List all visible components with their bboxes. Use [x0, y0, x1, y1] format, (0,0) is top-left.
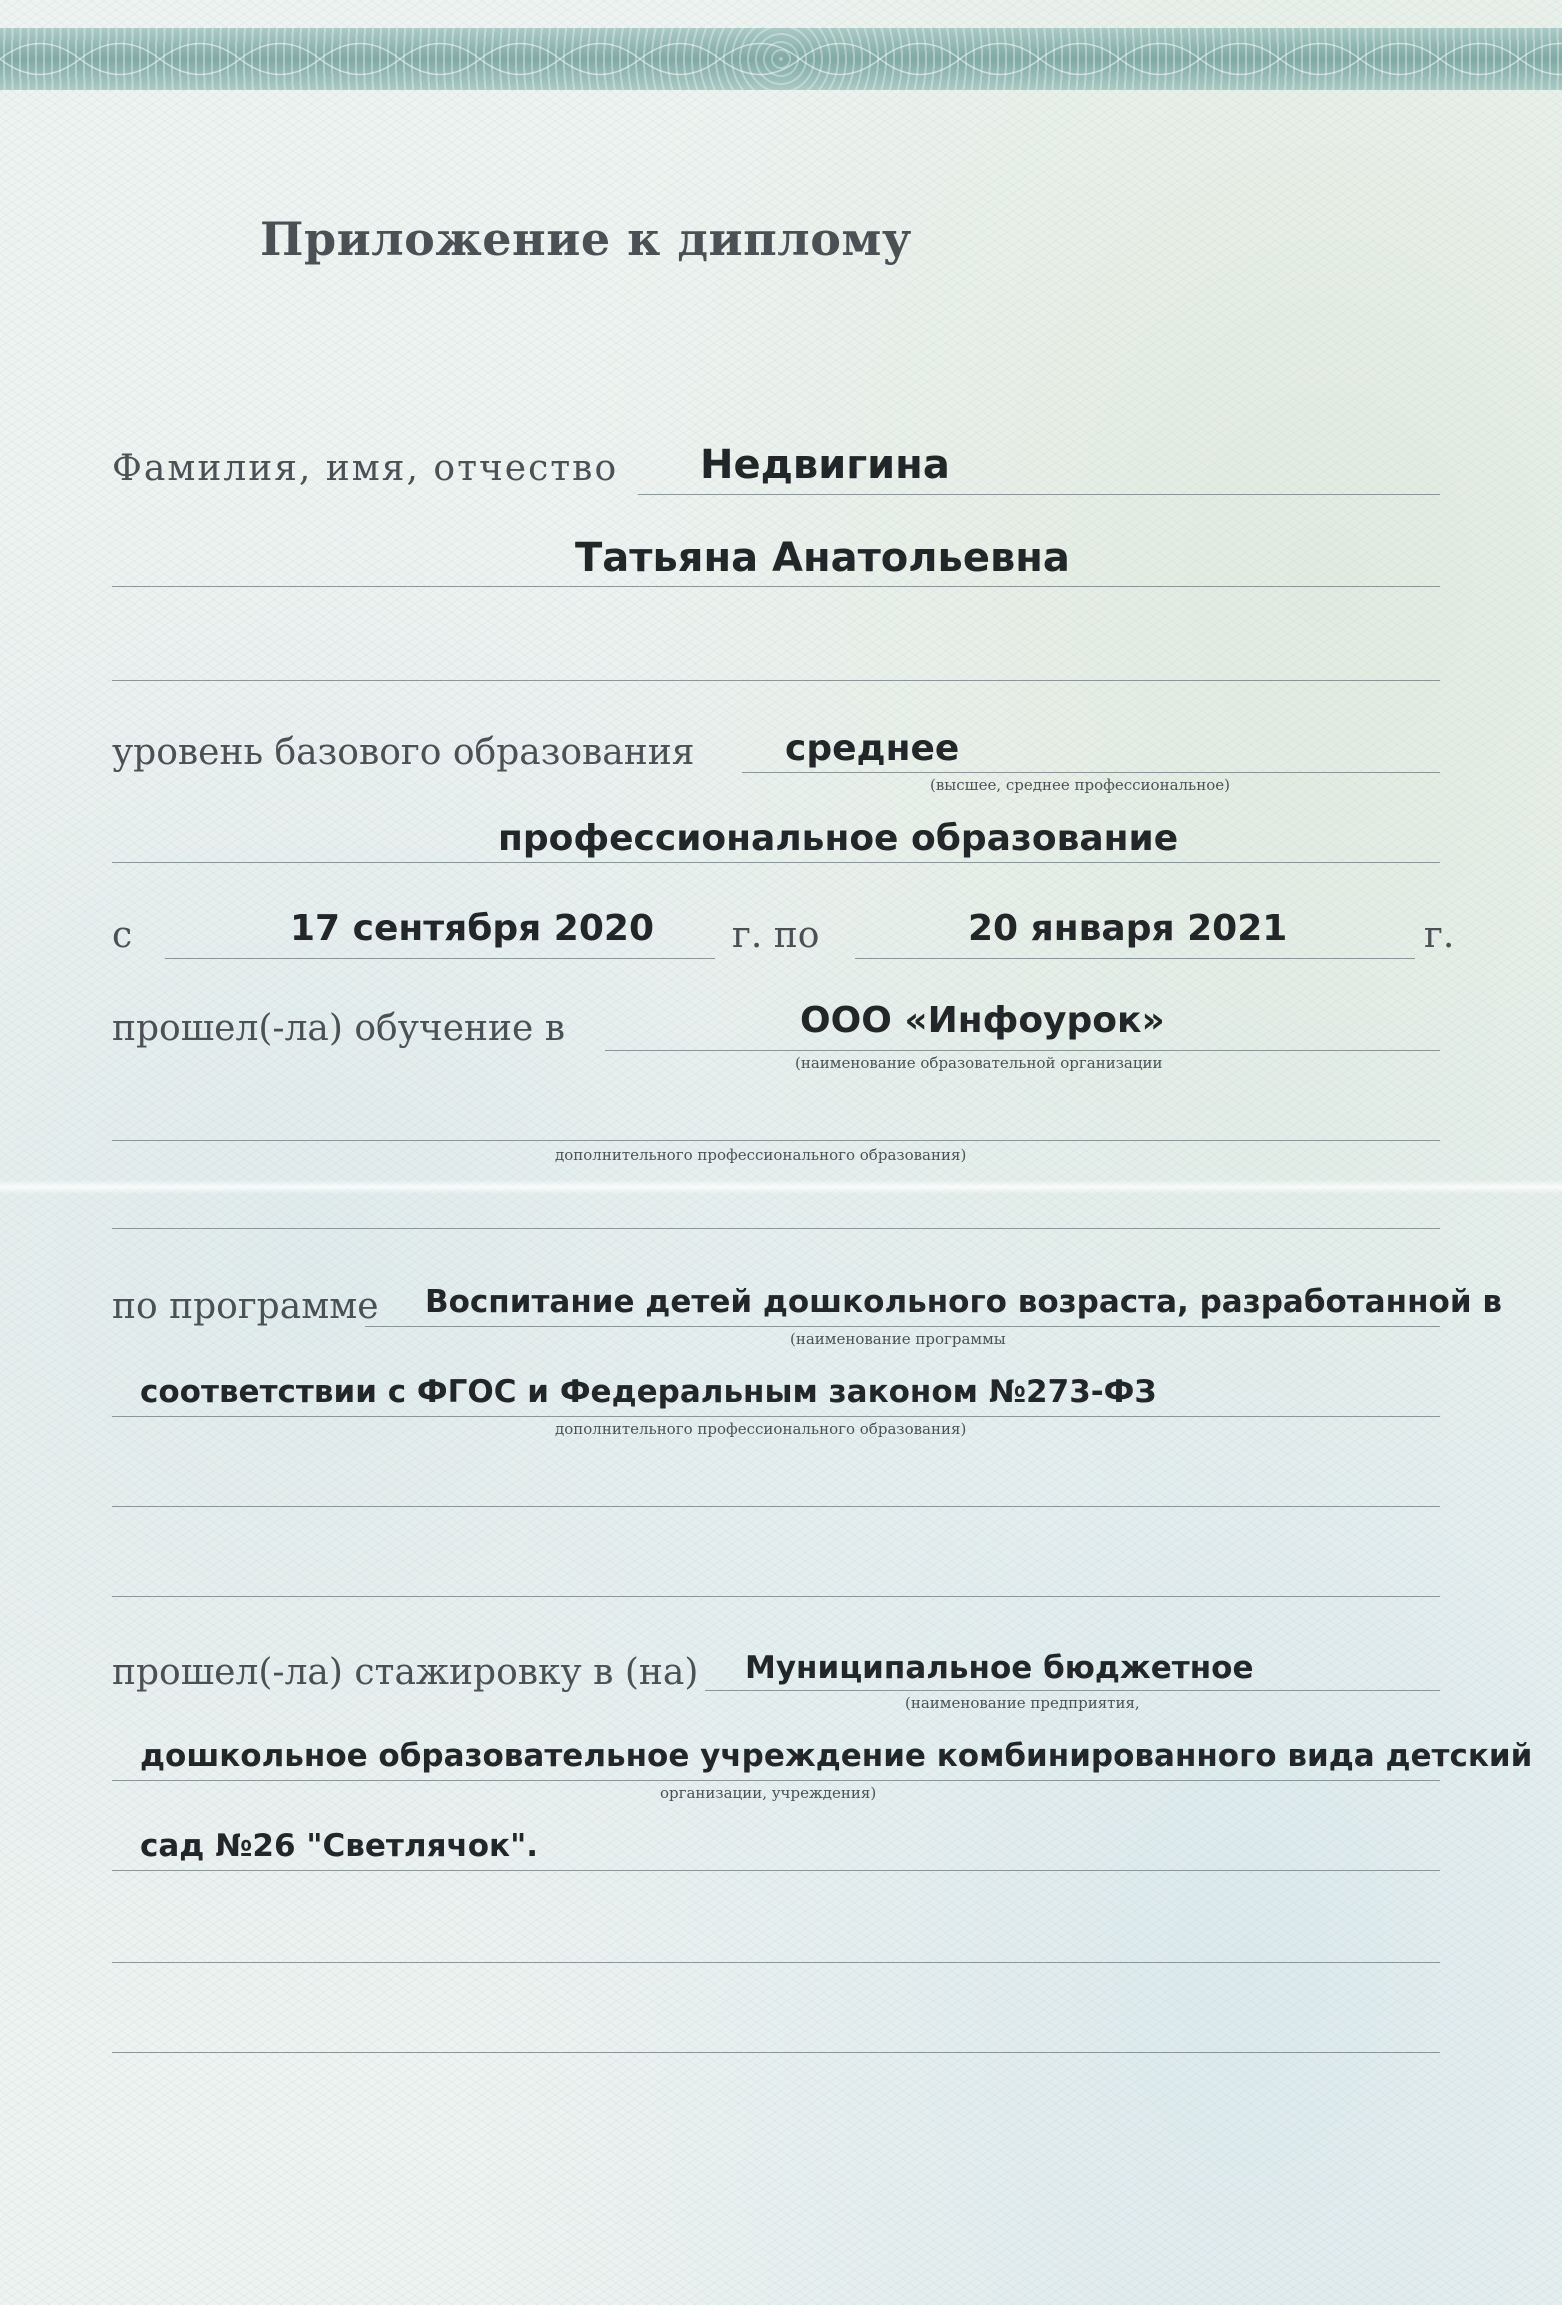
- training-org-hint-2: дополнительного профессионального образования): [555, 1146, 967, 1164]
- program-hint-1: (наименование программы: [790, 1330, 1006, 1348]
- program-line-1: [365, 1326, 1440, 1327]
- fio-line-1: [638, 494, 1440, 495]
- date-from-line: [165, 958, 715, 959]
- guilloche-pattern: [0, 28, 1562, 90]
- education-line-2: [112, 862, 1440, 863]
- training-org-line-3: [112, 1228, 1440, 1229]
- program-hint-2: дополнительного профессионального образования): [555, 1420, 967, 1438]
- fio-line-3: [112, 680, 1440, 681]
- internship-label: прошел(-ла) стажировку в (на): [112, 1652, 699, 1693]
- training-org-hint-1: (наименование образовательной организации: [795, 1054, 1163, 1072]
- program-line-2: [112, 1416, 1440, 1417]
- date-to-line: [855, 958, 1415, 959]
- fio-name: Татьяна Анатольевна: [575, 535, 1070, 581]
- date-to-value: 20 января 2021: [968, 908, 1288, 949]
- date-from-value: 17 сентября 2020: [290, 908, 654, 949]
- program-label: по программе: [112, 1286, 379, 1327]
- internship-line-1: [705, 1690, 1440, 1691]
- education-level-label: уровень базового образования: [112, 732, 695, 773]
- internship-line-5: [112, 2052, 1440, 2053]
- date-year-suffix: г.: [1424, 915, 1455, 956]
- fio-line-2: [112, 586, 1440, 587]
- program-line-3: [112, 1506, 1440, 1507]
- training-org-line-1: [605, 1050, 1440, 1051]
- program-value-1: Воспитание детей дошкольного возраста, разработанной в: [425, 1284, 1502, 1320]
- paper-fold: [0, 1180, 1562, 1194]
- education-level-hint: (высшее, среднее профессиональное): [930, 776, 1230, 794]
- fio-surname: Недвигина: [700, 442, 950, 488]
- internship-value-2: дошкольное образовательное учреждение комбинированного вида детский: [140, 1738, 1533, 1774]
- internship-line-2: [112, 1780, 1440, 1781]
- program-value-2: соответствии с ФГОС и Федеральным законом №273-ФЗ: [140, 1374, 1157, 1410]
- internship-value-3: сад №26 "Светлячок".: [140, 1828, 539, 1864]
- date-to-prefix: г. по: [732, 915, 820, 956]
- fio-label: Фамилия, имя, отчество: [112, 448, 619, 489]
- document-title: Приложение к диплому: [260, 212, 912, 266]
- training-org-line-2: [112, 1140, 1440, 1141]
- education-level-value-2: профессиональное образование: [498, 818, 1179, 859]
- training-org-label: прошел(-ла) обучение в: [112, 1008, 566, 1049]
- internship-hint-2: организации, учреждения): [660, 1784, 877, 1802]
- date-from-prefix: с: [112, 915, 133, 956]
- internship-value-1: Муниципальное бюджетное: [745, 1650, 1254, 1686]
- education-line-1: [742, 772, 1440, 773]
- program-line-4: [112, 1596, 1440, 1597]
- education-level-value-1: среднее: [785, 728, 960, 769]
- internship-line-4: [112, 1962, 1440, 1963]
- training-org-value: ООО «Инфоурок»: [800, 1000, 1165, 1041]
- decorative-border: [0, 28, 1562, 90]
- internship-hint-1: (наименование предприятия,: [905, 1694, 1140, 1712]
- internship-line-3: [112, 1870, 1440, 1871]
